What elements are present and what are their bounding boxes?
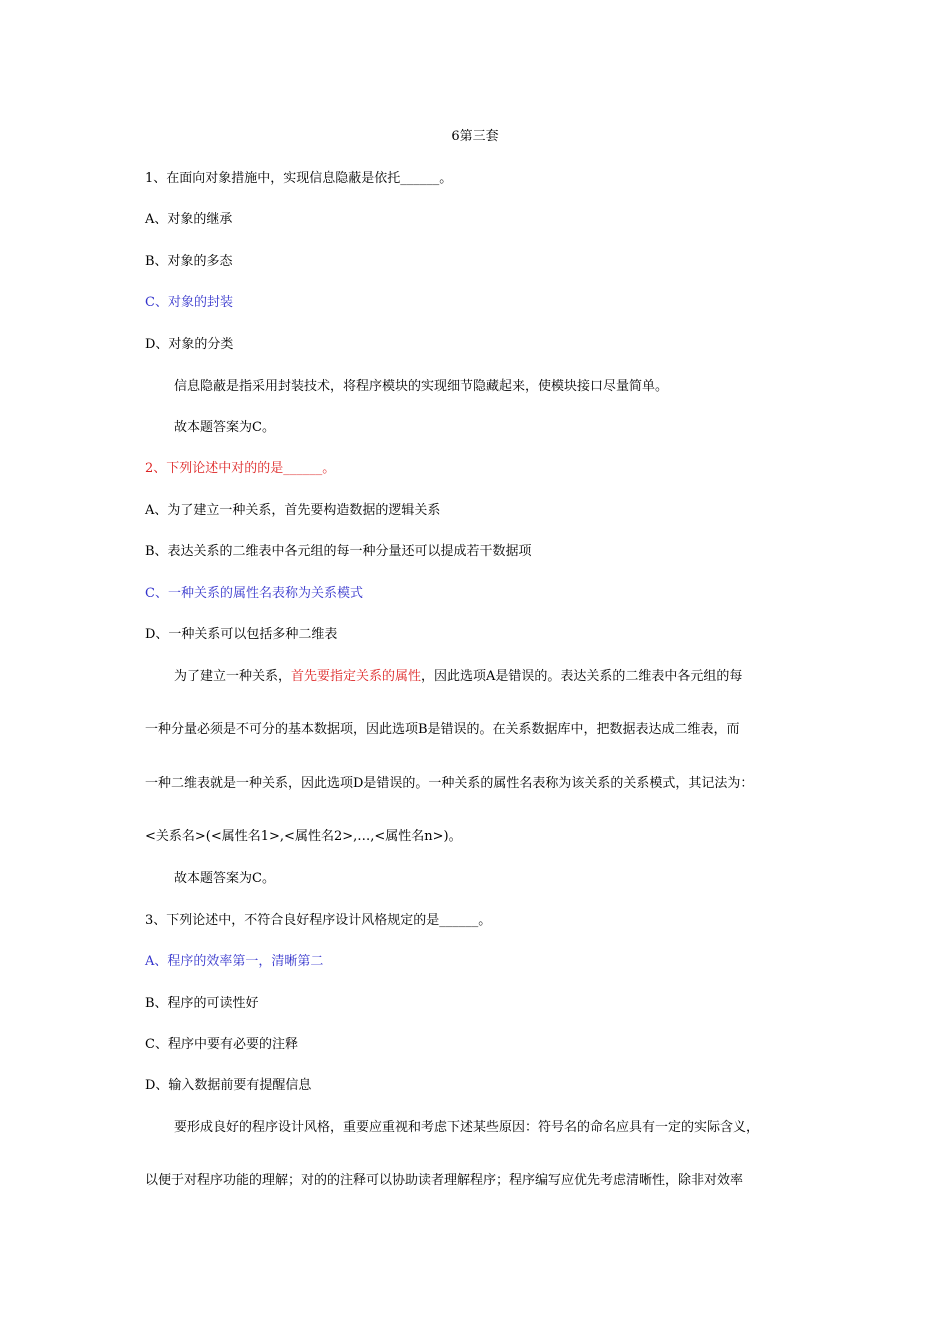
- q3-option-d: D、输入数据前要有提醒信息: [145, 1078, 312, 1093]
- q2-option-a: A、为了建立一种关系，首先要构造数据的逻辑关系: [145, 503, 441, 518]
- q2-explanation-highlight: 首先要指定关系的属性: [291, 669, 422, 684]
- q1-answer: 故本题答案为C。: [174, 420, 275, 435]
- q3-option-c: C、程序中要有必要的注释: [145, 1037, 298, 1052]
- q1-option-a: A、对象的继承: [145, 212, 233, 227]
- q1-option-b: B、对象的多态: [145, 254, 233, 269]
- question-1: 1、在面向对象措施中，实现信息隐蔽是依托______。: [145, 171, 453, 186]
- q3-option-a-correct: A、程序的效率第一，清晰第二: [145, 954, 324, 969]
- q2-explanation-line-2: 一种分量必须是不可分的基本数据项，因此选项B是错误的。在关系数据库中，把数据表达成二维表，而: [145, 722, 740, 737]
- question-2: 2、下列论述中对的的是______。: [145, 461, 336, 476]
- question-3: 3、下列论述中，不符合良好程序设计风格规定的是______。: [145, 913, 492, 928]
- q1-option-d: D、对象的分类: [145, 337, 234, 352]
- q1-option-c-correct: C、对象的封装: [145, 295, 233, 310]
- q1-explanation: 信息隐蔽是指采用封装技术，将程序模块的实现细节隐藏起来，使模块接口尽量简单。: [174, 379, 669, 394]
- q3-explanation-line-1: 要形成良好的程序设计风格，重要应重视和考虑下述某些原因：符号名的命名应具有一定的实际含义，: [174, 1120, 760, 1135]
- q2-explanation-text: ，因此选项A是错误的。表达关系的二维表中各元组的每: [421, 669, 743, 684]
- page-title: 6第三套: [451, 129, 499, 144]
- q3-option-b: B、程序的可读性好: [145, 996, 259, 1011]
- q2-option-c-correct: C、一种关系的属性名表称为关系模式: [145, 586, 363, 601]
- q3-explanation-line-2: 以便于对程序功能的理解；对的的注释可以协助读者理解程序；程序编写应优先考虑清晰性，除非对效率: [145, 1173, 744, 1188]
- q2-explanation-text: 为了建立一种关系，: [174, 669, 292, 684]
- q2-explanation-line-3: 一种二维表就是一种关系，因此选项D是错误的。一种关系的属性名表称为该关系的关系模式，其记法为：: [145, 776, 754, 791]
- q2-explanation-line-4: <关系名>(<属性名1>,<属性名2>,…,<属性名n>)。: [145, 829, 462, 844]
- q2-explanation-line-1: [174, 669, 742, 685]
- q2-answer: 故本题答案为C。: [174, 871, 275, 886]
- q2-option-d: D、一种关系可以包括多种二维表: [145, 627, 338, 642]
- q2-option-b: B、表达关系的二维表中各元组的每一种分量还可以提成若干数据项: [145, 544, 532, 559]
